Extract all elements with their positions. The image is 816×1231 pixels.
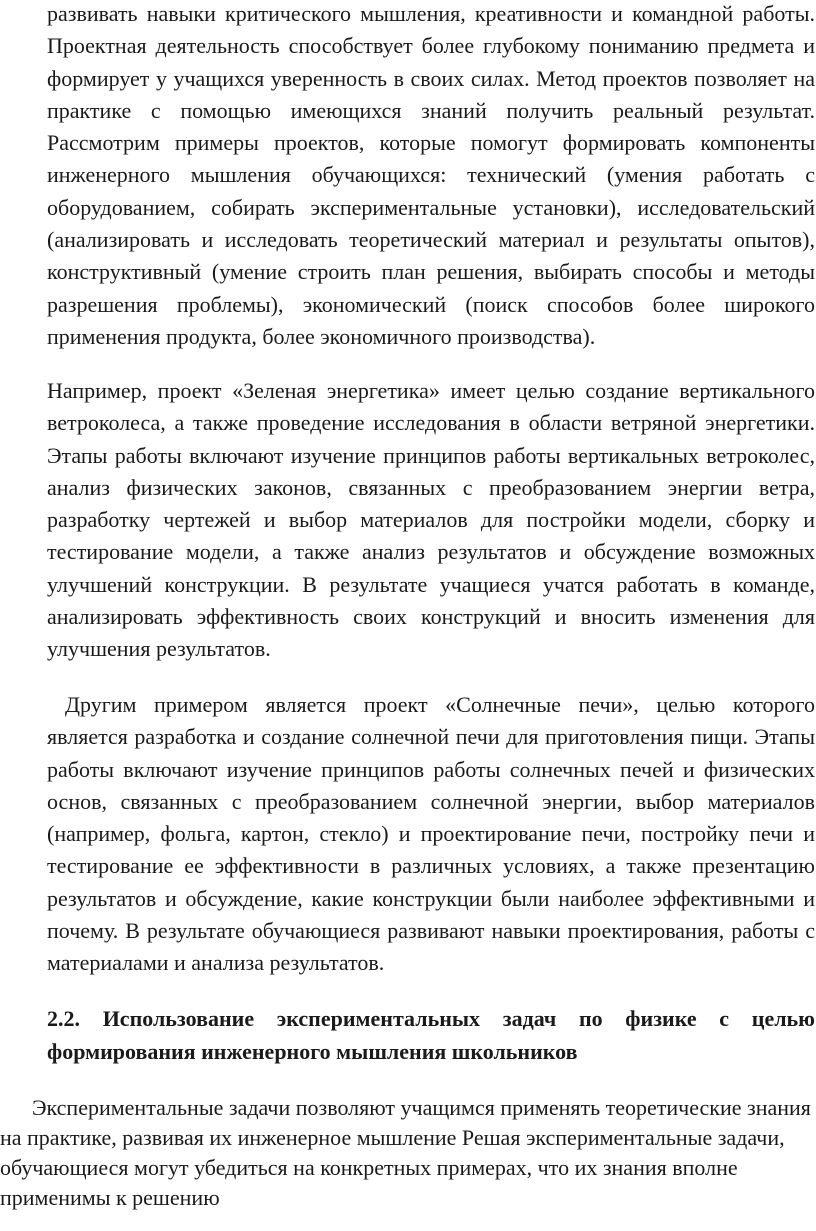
paragraph-solar-oven-example: Другим примером является проект «Солнечные печи», целью которого является разработка и создание солнечной печи для приготовления пищи. Этапы работы включают изучение принципов работы солнечных печей и физических основ, связанных с преобразованием солнечной энергии, выбор материалов (например, фольга, картон, стекло) и проектирование печи, постройку печи и тестирование ее эффективности в различных условиях, а также презентацию результатов и обсуждение, какие конструкции были наиболее эффективными и почему. В результате обучающиеся развивают навыки проектирования, работы с материалами и анализа результатов. xyxy=(47,692,815,976)
paragraph-project-method: развивать навыки критического мышления, креативности и командной работы. Проектная деятельность способствует более глубокому пониманию предмета и формирует у учащихся уверенность в своих силах. Метод проектов позволяет на практике с помощью имеющихся знаний получить реальный результат. Рассмотрим примеры проектов, которые помогут формировать компоненты инженерного мышления обучающихся: технический (умения работать с оборудованием, собирать экспериментальные установки), исследовательский (анализировать и исследовать теоретический материал и результаты опытов), конструктивный (умение строить план решения, выбирать способы и методы разрешения проблемы), экономический (поиск способов более широкого применения продукта, более экономичного производства). xyxy=(47,1,815,349)
paragraph-green-energy-example: Например, проект «Зеленая энергетика» имеет целью создание вертикального ветроколеса, а также проведение исследования в области ветряной энергетики. Этапы работы включают изучение принципов работы вертикальных ветроколес, анализ физических законов, связанных с преобразованием энергии ветра, разработку чертежей и выбор материалов для постройки модели, сборку и тестирование модели, а также анализ результатов и обсуждение возможных улучшений конструкции. В результате учащиеся учатся работать в команде, анализировать эффективность своих конструкций и вносить изменения для улучшения результатов. xyxy=(47,378,815,662)
section-heading: 2.2. Использование экспериментальных задач по физике с целью формирования инженерного мышления школьников xyxy=(47,1006,815,1064)
paragraph-experimental-tasks: Экспериментальные задачи позволяют учащимся применять теоретические знания на практике, развивая их инженерное мышление Решая экспериментальные задачи, обучающиеся могут убедиться на конкретных примерах, что их знания вполне применимы к решению xyxy=(0,1095,811,1210)
